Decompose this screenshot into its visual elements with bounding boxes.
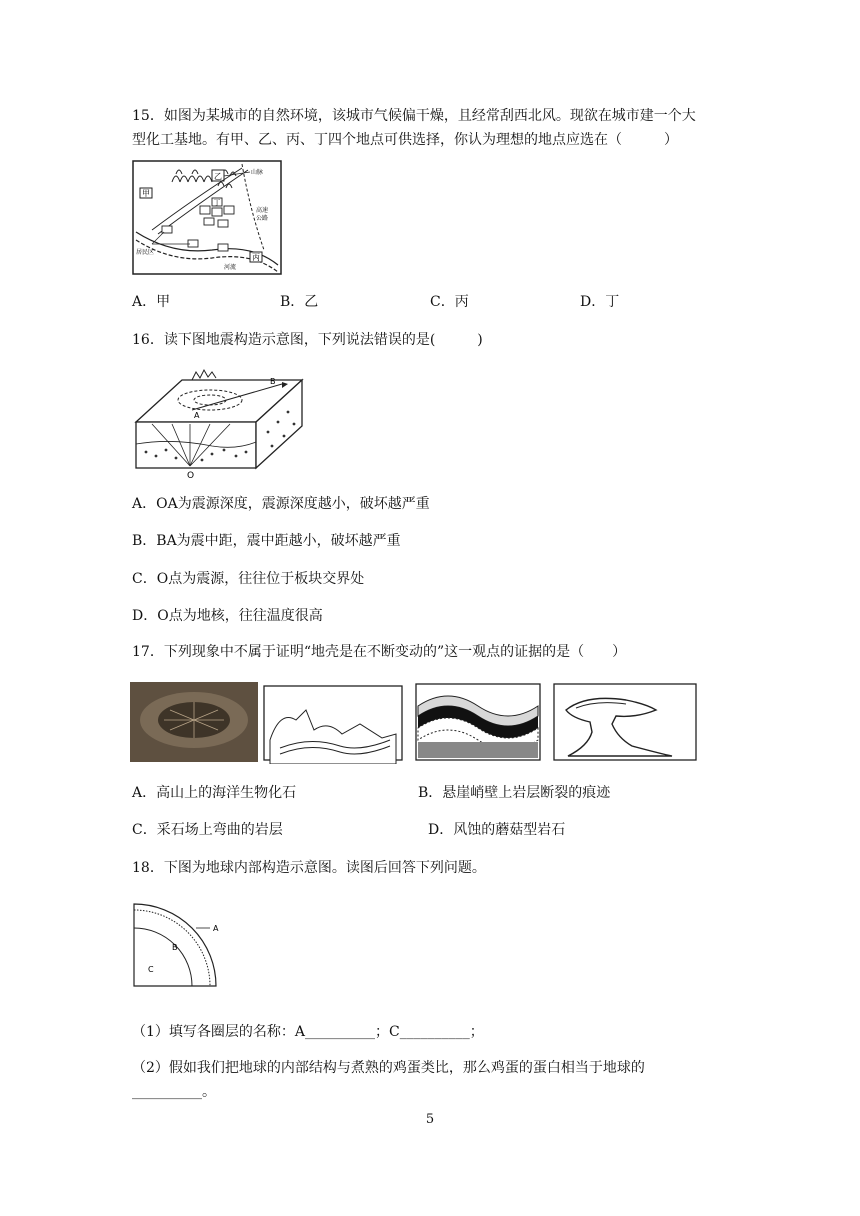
- q18-stem: 18．下图为地球内部构造示意图。读图后回答下列问题。: [132, 860, 486, 876]
- q15-option-b[interactable]: B．乙: [280, 294, 319, 310]
- q18-sub1: （1）填写各圈层的名称：A__________；C__________；: [132, 1024, 484, 1040]
- q15-option-c[interactable]: C．丙: [430, 294, 469, 310]
- map-label-jia: 甲: [142, 189, 150, 198]
- q18-sub2-line1: （2）假如我们把地球的内部结构与煮熟的鸡蛋类比，那么鸡蛋的蛋白相当于地球的: [132, 1060, 645, 1076]
- q15-option-d[interactable]: D．丁: [580, 294, 620, 310]
- map-label-highway-1: 高速: [256, 207, 269, 214]
- q18-label-c: C: [148, 965, 154, 974]
- q18-earth-interior-figure: [130, 900, 230, 990]
- q17-option-d[interactable]: D．风蚀的蘑菇型岩石: [428, 822, 566, 838]
- q16-option-d[interactable]: D．O点为地核，往往温度很高: [132, 608, 323, 624]
- folded-strata-drawing: [416, 684, 540, 760]
- map-label-highway-2: 公路: [256, 215, 269, 222]
- map-label-mountain: 山脉: [251, 169, 264, 176]
- q18-sub2-line2: __________。: [132, 1084, 216, 1100]
- q15-option-a[interactable]: A．甲: [132, 294, 171, 310]
- q18-label-a: A: [213, 924, 219, 933]
- q17-option-c[interactable]: C．采石场上弯曲的岩层: [132, 822, 283, 838]
- map-label-ding: 丁: [213, 199, 221, 207]
- q16-stem: 16．读下图地震构造示意图，下列说法错误的是( ): [132, 332, 483, 348]
- q18-label-b: B: [172, 943, 178, 952]
- map-label-river: 河流: [224, 264, 237, 271]
- page-number: 5: [425, 1112, 435, 1127]
- q17-option-a[interactable]: A．高山上的海洋生物化石: [132, 785, 297, 801]
- fault-cliff-drawing: [264, 686, 402, 764]
- q16-option-c[interactable]: C．O点为震源，往往位于板块交界处: [132, 571, 365, 587]
- q16-option-a[interactable]: A．OA为震源深度，震源深度越小，破坏越严重: [132, 496, 430, 512]
- q17-stem: 17．下列现象中不属于证明“地壳是在不断变动的”这一观点的证据的是（ ）: [132, 644, 627, 660]
- q16-label-b: B: [270, 377, 276, 386]
- q16-label-a: A: [194, 411, 200, 420]
- fossil-photo: [130, 682, 258, 762]
- map-label-yi: 乙: [214, 172, 222, 181]
- map-label-bing: 丙: [252, 253, 260, 262]
- q16-label-o: O: [187, 471, 195, 480]
- q17-option-b[interactable]: B．悬崖峭壁上岩层断裂的痕迹: [418, 785, 611, 801]
- q15-stem-line2: 型化工基地。有甲、乙、丙、丁四个地点可供选择，你认为理想的地点应选在（ ）: [132, 132, 678, 148]
- q17-evidence-figures: [130, 680, 700, 764]
- q15-city-map-figure: [132, 160, 282, 275]
- mushroom-rock-drawing: [554, 684, 696, 760]
- q16-option-b[interactable]: B．BA为震中距，震中距越小，破坏越严重: [132, 533, 401, 549]
- q15-stem-line1: 15．如图为某城市的自然环境，该城市气候偏干燥，且经常刮西北风。现欲在城市建一个大: [132, 108, 696, 124]
- q16-earthquake-structure-figure: [132, 362, 307, 480]
- map-label-residential: 居民区: [136, 249, 155, 256]
